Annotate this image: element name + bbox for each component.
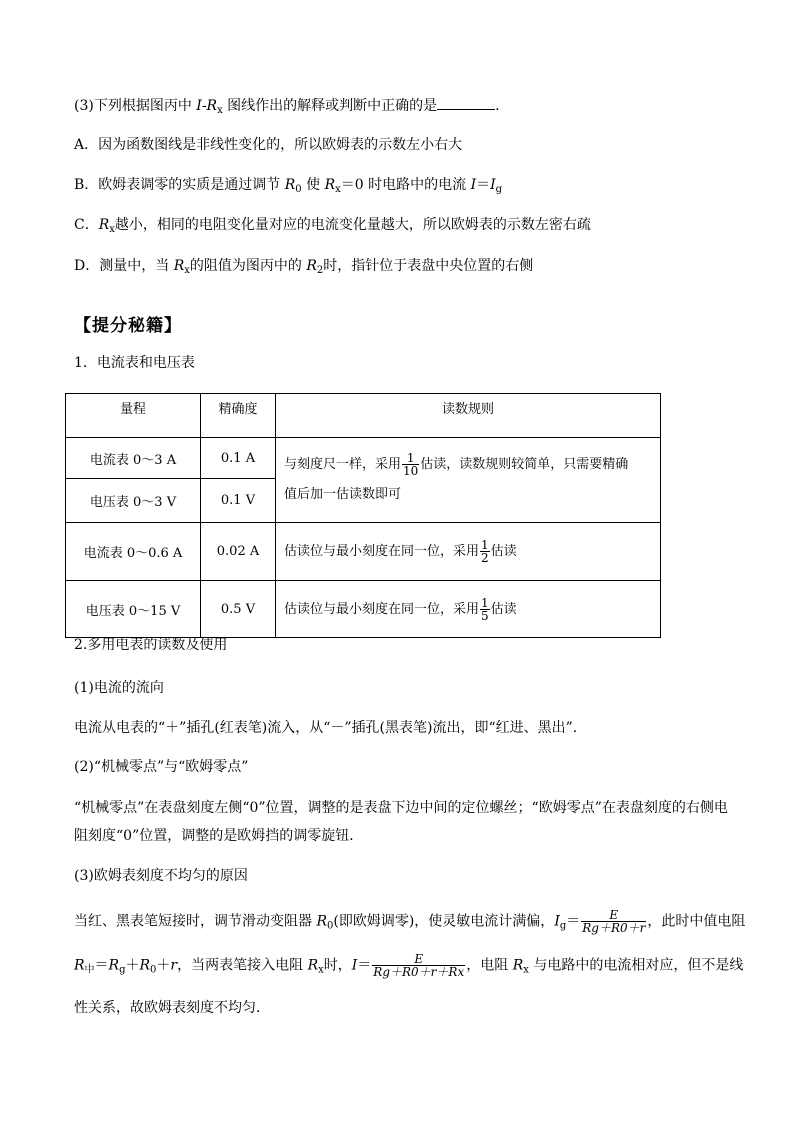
p3-title: (3)欧姆表刻度不均匀的原因 xyxy=(74,868,248,884)
table-row xyxy=(66,438,661,479)
p2-text-1: “机械零点”在表盘刻度左侧“0”位置，调整的是表盘下边中间的定位螺丝；“欧姆零点”在表盘刻度的右侧电 xyxy=(74,800,728,816)
p3-line-3: 性关系，故欧姆表刻度不均匀． xyxy=(74,1000,270,1016)
cell-precision: 0.1 V xyxy=(201,479,276,523)
p1-title: (1)电流的流向 xyxy=(74,680,164,696)
subsection-1-title: 1．电流表和电压表 xyxy=(74,355,195,371)
header-range: 量程 xyxy=(66,394,201,438)
p1-text: 电流从电表的“＋”插孔(红表笔)流入，从“－”插孔(黑表笔)流出，即“红进、黑出”． xyxy=(74,720,587,736)
subsection-2-title: 2.多用电表的读数及使用 xyxy=(74,637,228,653)
option-a: A．因为函数图线是非线性变化的，所以欧姆表的示数左小右大 xyxy=(74,137,463,153)
formula-ig: $\frac{E}{Rg+R0+r}$ xyxy=(582,908,646,935)
cell-precision: 0.1 A xyxy=(201,438,276,479)
meter-table xyxy=(65,393,661,638)
option-d: D．测量中，当 $R_x$的阻值为图丙中的 $R_2$时，指针位于表盘中央位置的右侧 xyxy=(74,258,534,276)
cell-range: 电流表 0～3 A xyxy=(66,438,201,479)
p3-line-2: $R_中=R_g+R_0+r$，当两表笔接入电阻 $R_x$时，I＝ $\frac{E}{Rg+R0+r+Rx}$ ，电阻 $R_x$ 与电路中的电流相对应，但不是线 xyxy=(74,952,744,979)
p2-title: (2)“机械零点”与“欧姆零点” xyxy=(74,759,249,775)
formula-i: $\frac{E}{Rg+R0+r+Rx}$ xyxy=(373,952,465,979)
cell-rule: 估读位与最小刻度在同一位，采用 $\frac{1}{2}$ 估读 xyxy=(276,523,661,581)
cell-rule: 与刻度尺一样，采用 $\frac{1}{10}$ 估读，读数规则较简单，只需要精确 值后加一估读数即可 xyxy=(276,438,661,523)
table-header-row xyxy=(66,394,661,438)
header-rule: 读数规则 xyxy=(276,394,661,438)
question-3: (3)下列根据图丙中 $I-R_x$ 图线作出的解释或判断中正确的是 ． xyxy=(74,95,509,121)
answer-blank[interactable] xyxy=(437,95,495,110)
section-title: 【提分秘籍】 xyxy=(74,316,182,336)
cell-range: 电压表 0～15 V xyxy=(66,581,201,638)
cell-precision: 0.5 V xyxy=(201,581,276,638)
table-row xyxy=(66,581,661,638)
cell-range: 电压表 0～3 V xyxy=(66,479,201,523)
p3-line-1: 当红、黑表笔短接时，调节滑动变阻器 $R_0$(即欧姆调零)，使灵敏电流计满偏，$I_g=$ $\frac{E}{Rg+R0+r}$ ，此时中值电阻 xyxy=(74,908,746,935)
cell-rule: 估读位与最小刻度在同一位，采用 $\frac{1}{5}$ 估读 xyxy=(276,581,661,638)
header-precision: 精确度 xyxy=(201,394,276,438)
cell-precision: 0.02 A xyxy=(201,523,276,581)
p2-text-2: 阻刻度“0”位置，调整的是欧姆挡的调零旋钮． xyxy=(74,828,364,844)
table-row xyxy=(66,523,661,581)
cell-range: 电流表 0～0.6 A xyxy=(66,523,201,581)
option-c: C．$R_x$越小，相同的电阻变化量对应的电流变化量越大，所以欧姆表的示数左密右疏 xyxy=(74,217,591,235)
option-b: B．欧姆表调零的实质是通过调节 $R_0$ 使 $R_x=0$ 时电路中的电流 $I=I_g$ xyxy=(74,177,503,195)
